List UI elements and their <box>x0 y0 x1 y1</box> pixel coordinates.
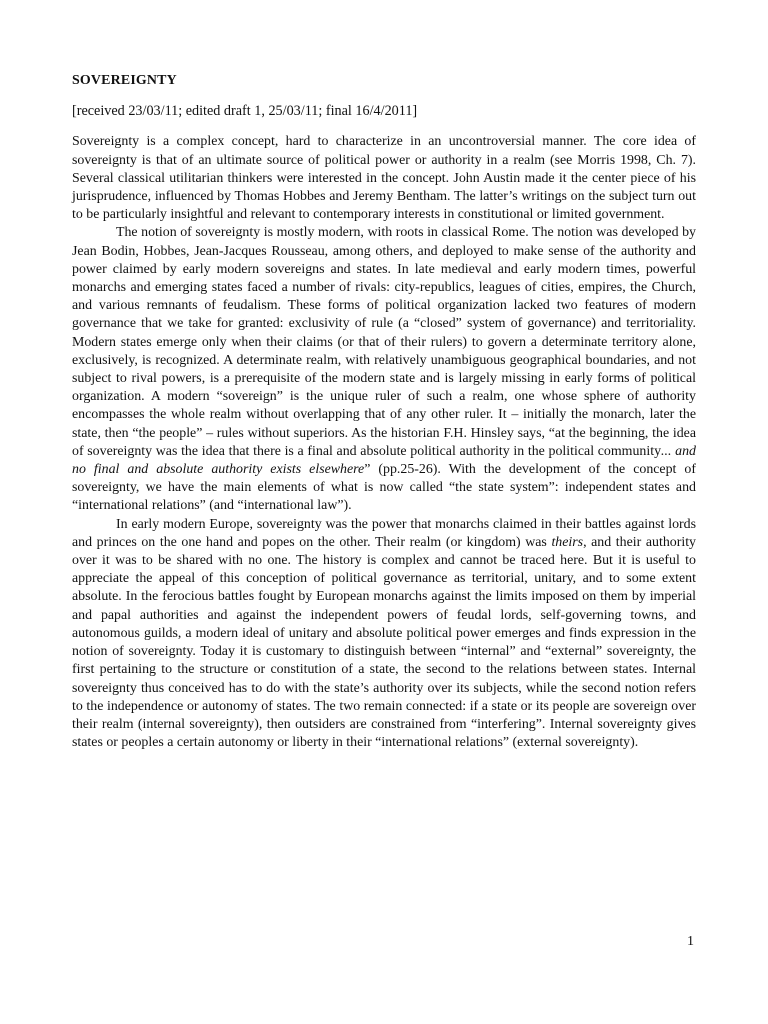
document-title: SOVEREIGNTY <box>72 73 177 88</box>
paragraph-3-text-b: , and their authority over it was to be shared with no one. The history is complex and cannot be traced here. But it is useful to appreciate the appeal of this conception of political governance as territorial, unitary, and to some extent absolute. In the ferocious battles fought by European monarchs against the limits imposed on them by imperial and papal authorities and against the independent powers of feudal lords, self-governing towns, and autonomous guilds, a modern ideal of unitary and absolute political power emerges and finds expression in the notion of sovereignty. Today it is customary to distinguish between “internal” and “external” sovereignty, the first pertaining to the structure or constitution of a state, the second to the relations between states. Internal sovereignty thus conceived has to do with the state’s authority over its subjects, while the second notion refers to the independence or autonomy of states. The two remain connected: if a state or its people are sovereign over their realm (internal sovereignty), then outsiders are constrained from “interfering”. Internal sovereignty gives states or peoples a certain autonomy or liberty in their “international relations” (external sovereignty). <box>72 534 696 751</box>
paragraph-2-text-a: The notion of sovereignty is mostly modern, with roots in classical Rome. The notion was developed by Jean Bodin, Hobbes, Jean-Jacques Rousseau, among others, and deployed to make sense of the authority and power claimed by early modern sovereigns and states. In late medieval and early modern times, powerful monarchs and emerging states faced a number of rivals: city-republics, leagues of cities, empires, the Church, and various remnants of feudalism. These forms of political organization lacked two features of modern governance that we take for granted: exclusivity of rule (a “closed” system of governance) and territoriality. Modern states emerge only when their claims (or that of their rulers) to govern a determinate territory alone, exclusively, is recognized. A determinate realm, with relatively unambiguous geographical boundaries, and not subject to rival powers, is a prerequisite of the modern state and is largely missing in early forms of political organization. A modern “sovereign” is the unique ruler of such a realm, one whose sphere of authority encompasses the whole realm without overlapping that of any other ruler. It – initially the monarch, later the state, then “the people” – rules without superiors. As the historian F.H. Hinsley says, “at the beginning, the idea of sovereignty was the idea that there is a final and absolute political authority in the political community <box>72 225 696 459</box>
paragraph-3-text-a: In early modern Europe, sovereignty was the power that monarchs claimed in their battles against lords and princes on the one hand and popes on the other. Their realm (or kingdom) was <box>72 516 696 550</box>
paragraph-3-italic-theirs: theirs <box>551 534 584 550</box>
page-number: 1 <box>687 934 694 949</box>
paragraph-2 <box>72 224 696 515</box>
paragraph-3 <box>72 516 696 753</box>
paragraph-2-text-b: ” (pp.25-26). With the development of the concept of sovereignty, we have the main elements of what is now called “the state system”: independent states and “international relations” (and “international law”). <box>72 462 696 514</box>
document-body <box>72 72 696 752</box>
paragraph-2-quote-italic: ... and no final and absolute authority exists elsewhere <box>72 443 696 478</box>
paragraph-1 <box>72 133 696 224</box>
received-dates: [received 23/03/11; edited draft 1, 25/03/11; final 16/4/2011] <box>72 103 418 120</box>
paragraph-1-text: Sovereignty is a complex concept, hard to characterize in an uncontroversial manner. The core idea of sovereignty is that of an ultimate source of political power or authority in a realm (see Morris 1998, Ch. 7). Several classical utilitarian thinkers were interested in the concept. John Austin made it the center piece of his jurisprudence, influenced by Thomas Hobbes and Jeremy Bentham. The latter’s writings on the subject turn out to be particularly insightful and relevant to contemporary interests in constitutional or limited government. <box>72 134 696 223</box>
